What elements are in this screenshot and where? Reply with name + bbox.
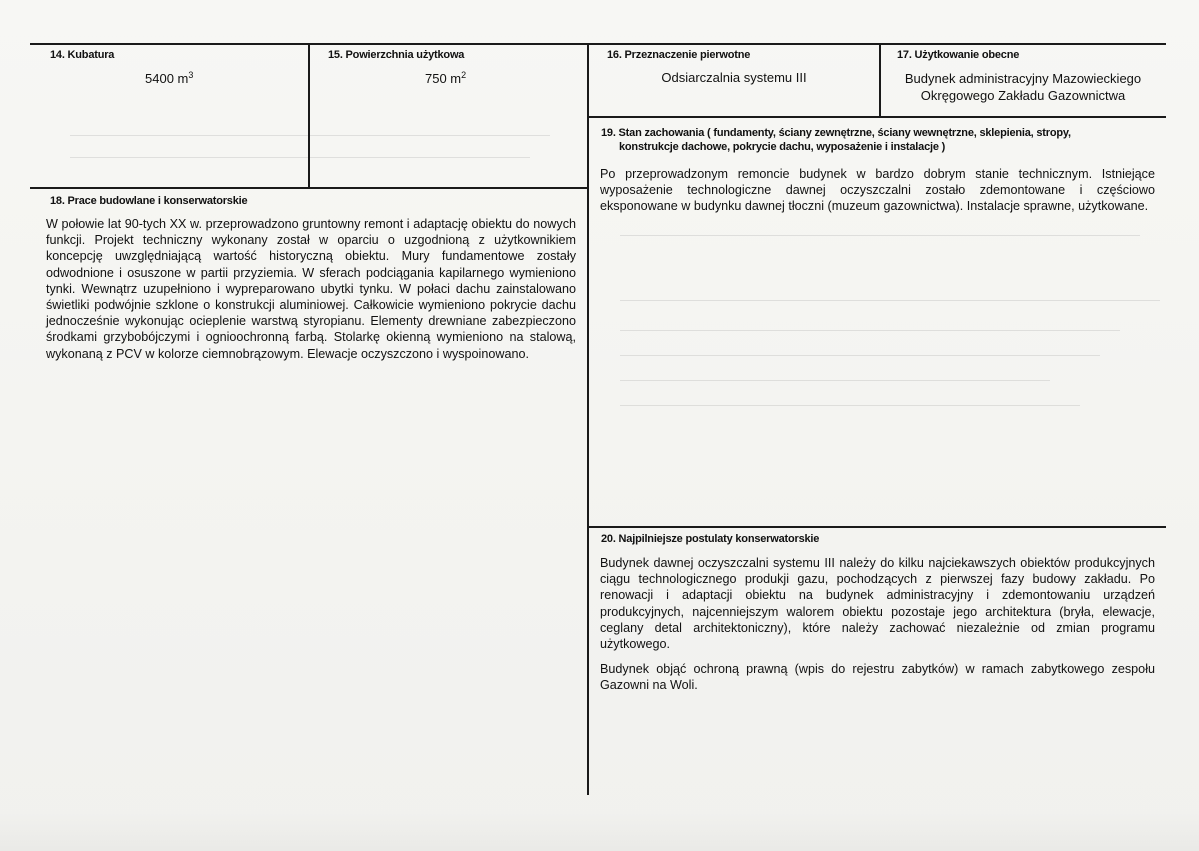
- border-above-18: [30, 187, 588, 189]
- field-20-label: 20. Najpilniejsze postulaty konserwatorskie: [601, 533, 820, 545]
- field-17-value-line-1: Budynek administracyjny Mazowieckiego: [904, 71, 1142, 86]
- field-16-value: Odsiarczalnia systemu III: [661, 70, 807, 85]
- volume-value: 5400 m: [145, 71, 189, 86]
- bleed-through-line: [620, 330, 1120, 331]
- field-17-value: [882, 70, 1164, 104]
- field-19-paragraph: Po przeprowadzonym remoncie budynek w bardzo dobrym stanie technicznym. Istniejące wyposażenie technologiczne dawnej oczyszczalni zostało zdemontowane i częściowo eksponowane w budynku dawnej tłoczni (muzeum gazownictwa). Instalacje sprawne, użytkowane.: [600, 167, 1155, 214]
- bleed-through-line: [620, 405, 1080, 406]
- field-19-text: [600, 166, 1155, 224]
- field-20-paragraph-1: Budynek dawnej oczyszczalni systemu III należy do kilku najciekawszych obiektów produkcyjnych ciągu technologicznego produkji gazu, pochodzących z pierwszej fazy budowy zakładu. Po renowacji i adaptacji obiektu na budynek administracyjny i zdemontowaniu urządzeń produkcyjnych, najcenniejszym walorem obiektu pozostaje jego architektura (bryła, elewacje, ceglany detal architektoniczny), które należy zachować niezależnie od zmian programu użytkowego.: [600, 556, 1155, 652]
- field-14-label: 14. Kubatura: [50, 49, 115, 61]
- field-18-label: 18. Prace budowlane i konserwatorskie: [50, 195, 248, 207]
- field-16-label: 16. Przeznaczenie pierwotne: [607, 49, 751, 61]
- bleed-through-line: [620, 380, 1050, 381]
- scan-edge-shadow: [0, 811, 1199, 851]
- field-18-paragraph: W połowie lat 90-tych XX w. przeprowadzono gruntowny remont i adaptację obiektu do nowych funkcji. Projekt techniczny wykonany został w oparciu o uzgodnioną z użytkownikiem koncepcję uwzględniającą wartość historyczną obiektu. Mury fundamentowe zostały odwodnione i osuszone w partii przyziemia. W sferach podciągania kapilarnego wymieniono tynki. Wewnątrz uzupełniono i wypreparowano ubytki tynku. W połaci dachu zainstalowano świetliki podwójnie szklone o konstrukcji aluminiowej. Całkowicie wymieniono pokrycie dachu jednocześnie wykonując ocieplenie warstwą styropianu. Elementy drewniane zabezpieczono środkami grzybobójczymi i ognioochronną farbą. Stolarkę okienną wymieniono na stalową, wykonaną z PCV w kolorze ciemnobrązowym. Elewacje oczyszczono i wyspoinowano.: [46, 217, 576, 361]
- border-above-19: [588, 116, 1166, 118]
- volume-unit-exponent: 3: [188, 70, 194, 80]
- field-17-value-line-2: Okręgowego Zakładu Gazownictwa: [920, 88, 1126, 103]
- field-15-value: [425, 71, 466, 86]
- field-20-paragraph-2: Budynek objąć ochroną prawną (wpis do rejestru zabytków) w ramach zabytkowego zespołu Gazowni na Woli.: [600, 662, 1155, 693]
- field-19-label-line-1: 19. Stan zachowania ( fundamenty, ściany zewnętrzne, ściany wewnętrzne, sklepienia, stropy,: [601, 127, 1071, 139]
- field-20-text: [600, 555, 1155, 703]
- bleed-through-line: [620, 355, 1100, 356]
- bleed-through-line: [620, 235, 1140, 236]
- field-14-value: [145, 71, 193, 86]
- bleed-through-line: [620, 300, 1160, 301]
- field-15-label: 15. Powierzchnia użytkowa: [328, 49, 465, 61]
- bleed-through-line: [70, 135, 550, 136]
- border-above-20: [588, 526, 1166, 528]
- divider-14-15: [308, 43, 310, 188]
- area-value: 750 m: [425, 71, 462, 86]
- field-19-label-line-2: konstrukcje dachowe, pokrycie dachu, wyposażenie i instalacje ): [619, 141, 946, 153]
- top-border: [30, 43, 1166, 45]
- center-divider: [587, 43, 589, 795]
- bleed-through-line: [70, 157, 530, 158]
- field-18-text: [46, 216, 576, 371]
- field-17-label: 17. Użytkowanie obecne: [897, 49, 1020, 61]
- area-unit-exponent: 2: [461, 70, 467, 80]
- divider-16-17: [879, 43, 881, 117]
